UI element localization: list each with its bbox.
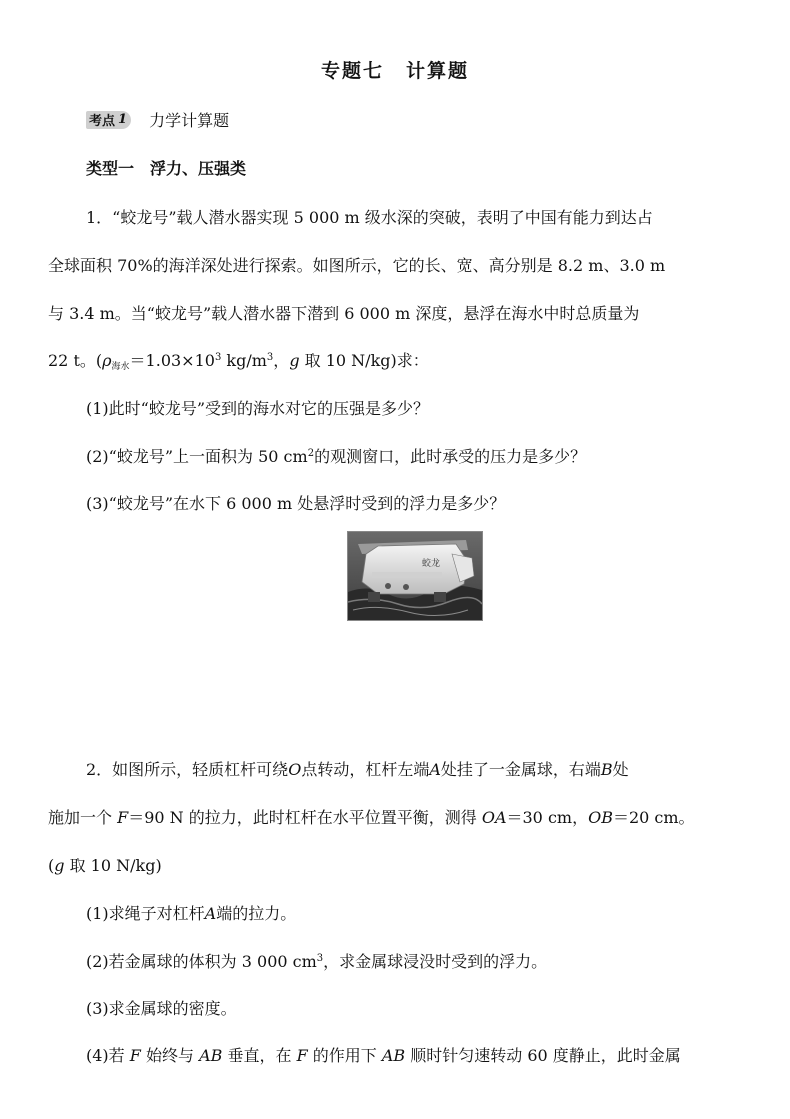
q1-part-1: (1)此时“蛟龙号”受到的海水对它的压强是多少？ <box>86 399 430 418</box>
g-symbol-2: g <box>54 856 65 875</box>
hull-lettering: 蛟龙 <box>422 559 441 569</box>
q2-l2-d: ＝20 cm。 <box>612 808 695 827</box>
point-A-2: A <box>204 904 217 923</box>
density-unit: kg/m <box>221 351 267 370</box>
q1-part-2-text: (2)“蛟龙号”上一面积为 50 cm <box>86 447 308 466</box>
type-heading: 类型一 浮力、压强类 <box>86 159 247 178</box>
point-O: O <box>288 760 302 779</box>
q2-part-2 <box>86 952 786 972</box>
force-F-3: F <box>296 1046 308 1065</box>
q1-line-1: 1．“蛟龙号”载人潜水器实现 5 000 m 级水深的突破，表明了中国有能力到达占 <box>86 208 653 227</box>
kaodian-badge-number: 1 <box>118 112 128 127</box>
density-value: ＝1.03×10 <box>129 351 215 370</box>
segment-OA: OA <box>481 808 507 827</box>
segment-AB-2: AB <box>381 1046 406 1065</box>
q2-part-1 <box>86 904 786 924</box>
rho-symbol: ρ <box>102 351 112 370</box>
q1-part-3: (3)“蛟龙号”在水下 6 000 m 处悬浮时受到的浮力是多少？ <box>86 494 506 513</box>
point-B: B <box>600 760 613 779</box>
q2-p4-a: (4)若 <box>86 1046 130 1065</box>
q2-line-3 <box>48 856 748 876</box>
rho-subscript: 海水 <box>111 362 130 372</box>
title-topic: 专题七 <box>320 60 384 82</box>
submersible-photo <box>347 531 483 621</box>
q2-p1-b: 端的拉力。 <box>216 904 297 923</box>
q2-p4-b: 始终与 <box>140 1046 200 1065</box>
force-F: F <box>117 808 129 827</box>
q2-l1-c: 处挂了一金属球，右端 <box>440 760 601 779</box>
volume-exponent: 3 <box>316 953 324 964</box>
page-title <box>0 56 790 83</box>
q2-p4-c: 垂直，在 <box>222 1046 297 1065</box>
q2-l3-b: 取 10 N/kg) <box>64 856 162 875</box>
q1-part-2 <box>86 447 786 467</box>
q2-line-1 <box>86 760 786 780</box>
q1-mass-text: 22 t。( <box>48 351 103 370</box>
q1-part-2-rest: 的观测窗口，此时承受的压力是多少？ <box>314 447 587 466</box>
q2-p4-d: 的作用下 <box>307 1046 382 1065</box>
q2-p2-a: (2)若金属球的体积为 3 000 cm <box>86 952 317 971</box>
q2-p2-b: ，求金属球浸没时受到的浮力。 <box>323 952 548 971</box>
g-symbol: g <box>289 351 300 370</box>
kaodian-label: 力学计算题 <box>149 111 230 130</box>
q1-line-3: 与 3.4 m。当“蛟龙号”载人潜水器下潜到 6 000 m 深度，悬浮在海水中时总质量为 <box>48 304 640 323</box>
kaodian-badge-text: 考点 <box>89 114 116 129</box>
q2-l1-d: 处 <box>612 760 629 779</box>
area-exponent: 2 <box>307 448 315 459</box>
g-value: 取 10 N/kg)求： <box>299 351 429 370</box>
q2-l1-b: 点转动，杠杆左端 <box>301 760 430 779</box>
q2-l1-a: 2．如图所示，轻质杠杆可绕 <box>86 760 289 779</box>
point-A: A <box>429 760 441 779</box>
q2-part-4 <box>86 1046 786 1066</box>
separator: ， <box>273 351 290 370</box>
density-exponent: 3 <box>214 352 222 363</box>
q2-part-3: (3)求金属球的密度。 <box>86 999 237 1018</box>
q2-l2-a: 施加一个 <box>48 808 118 827</box>
force-F-2: F <box>129 1046 141 1065</box>
q2-line-2 <box>48 808 748 828</box>
q2-l2-c: ＝30 cm， <box>506 808 589 827</box>
q1-line-4 <box>48 351 748 371</box>
kaodian-badge <box>86 111 131 129</box>
title-subject: 计算题 <box>406 60 470 82</box>
q1-line-2: 全球面积 70%的海洋深处进行探索。如图所示，它的长、宽、高分别是 8.2 m、3.0 m <box>48 256 666 275</box>
density-unit-exponent: 3 <box>266 352 274 363</box>
segment-OB: OB <box>588 808 613 827</box>
q2-p4-e: 顺时针匀速转动 60 度静止，此时金属 <box>405 1046 681 1065</box>
segment-AB: AB <box>199 1046 223 1065</box>
q2-l3-a: ( <box>48 856 55 875</box>
kaodian-header <box>86 108 229 131</box>
q2-l2-b: ＝90 N 的拉力，此时杠杆在水平位置平衡，测得 <box>128 808 482 827</box>
q2-p1-a: (1)求绳子对杠杆 <box>86 904 205 923</box>
submersible-icon <box>348 532 482 620</box>
